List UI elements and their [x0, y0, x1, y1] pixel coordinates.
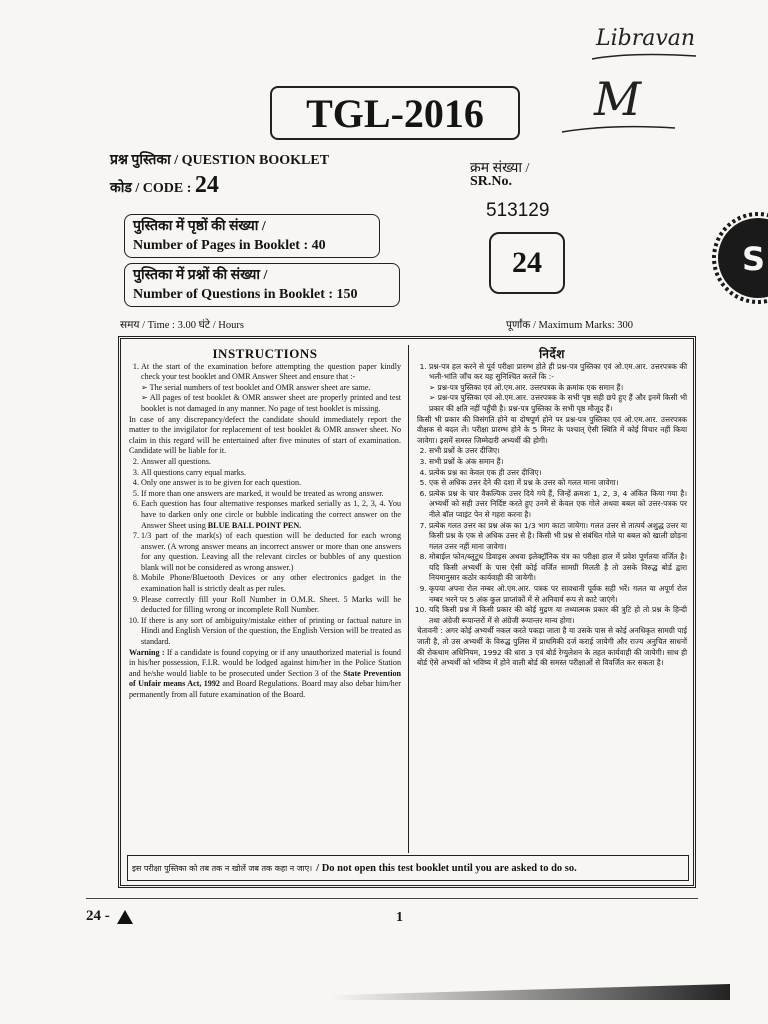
exam-title: TGL-2016 [270, 86, 520, 140]
code-label: कोड / CODE : [110, 181, 192, 196]
serial-number: 513129 [486, 200, 550, 221]
instruction-item: 7. प्रत्येक गलत उत्तर का प्रश्न अंक का 1/3 भाग काटा जायेगा। गलत उत्तर से तात्पर्य अशुद्ध उत्तर या किसी प्रश्न के एक से अधिक उत्तर से है। किसी भी प्रश्न से संबंधित गोले या बबल को खाली छोड़ना गलत उत्तर नहीं माना जावेगा। [429, 521, 687, 553]
instructions-title-hi: निर्देश [539, 347, 565, 361]
instruction-bullet: ➢ प्रश्न-पत्र पुस्तिका एवं ओ.एम.आर. उत्तरपत्रक के सभी पृष्ठ सही छपे हुए हैं और इनमें किसी भी प्रकार की क्षति नहीं पहुँची है। प्रश्न-पत्र पुस्तिका के सभी पृष्ठ मौजूद हैं। [429, 393, 687, 413]
warning-note: चेतावनी : अगर कोई अभ्यर्थी नकल करते पकड़ा जाता है या उसके पास से कोई अनधिकृत सामग्री पाई जाती है, तो उस अभ्यर्थी के विरुद्ध पुलिस में प्राथमिकी दर्ज कराई जायेगी और राज्य अनुचित साधनों की रोकथाम अधिनियम, 1992 की धारा 3 एवं बोर्ड रेग्युलेशन के तहत कार्यवाही की जायेगी। साथ ही बोर्ड ऐसे अभ्यर्थी को भविष्य में होने वाली बोर्ड की समस्त परीक्षाओं से विवर्जित कर सकता है। [417, 626, 687, 668]
instruction-bullet: ➢ The serial numbers of test booklet and OMR answer sheet are same. [141, 382, 371, 392]
instruction-item: 1. At the start of the examination before attempting the question paper kindly check your test booklet and OMR Answer Sheet and ensure that :- ➢ The serial numbers of test booklet and OMR answer sheet are same. ➢ All pages of test booklet & OMR answer sheet are properly printed and test booklet is not damaged in any manner. No page of test booklet is missing. [141, 362, 401, 415]
serial-label-hi: क्रम संख्या / [470, 161, 530, 176]
instruction-item: 10. यदि किसी प्रश्न में किसी प्रकार की कोई मुद्रण या तथ्यात्मक प्रकार की त्रुटि हो तो प्रश्न के हिन्दी तथा अंग्रेजी रूपान्तरों में से अंग्रेजी रूपान्तर मान्य होगा। [429, 605, 687, 626]
instructions-title: INSTRUCTIONS [212, 346, 318, 361]
instruction-item: 4. Only one answer is to be given for each question. [141, 478, 401, 489]
questions-box [124, 263, 400, 307]
seal-stamp [712, 212, 768, 304]
instructions-frame [118, 336, 696, 888]
instruction-item: 7. 1/3 part of the mark(s) of each question will be deducted for each wrong answer. (A wrong answer means an incorrect answer or more than one answers for any question. Leaving all the relevant circles or bubbles of any question blank will not be considered as wrong answer.) [141, 531, 401, 573]
time-label: समय / Time : 3.00 घंटे / Hours [120, 320, 244, 331]
code-box: 24 [489, 232, 565, 294]
max-marks-label: पूर्णांक / Maximum Marks: 300 [506, 320, 634, 331]
code-value: 24 [194, 172, 219, 198]
handwritten-letter: M [594, 72, 642, 126]
pages-label-hi: पुस्तिका में पृष्ठों की संख्या / [133, 219, 266, 234]
pages-label-en: Number of Pages in Booklet : 40 [133, 238, 326, 253]
questions-label-en: Number of Questions in Booklet : 150 [133, 287, 358, 302]
instruction-item: 2. सभी प्रश्नों के उत्तर दीजिए। [429, 446, 687, 457]
instruction-item: 10. If there is any sort of ambiguity/mistake either of printing or factual nature in Hindi and English Version of the question, the English Version will be treated as standard. [141, 616, 401, 648]
instructions-hindi [417, 349, 687, 669]
instruction-bullet: ➢ प्रश्न-पत्र पुस्तिका एवं ओ.एम.आर. उत्तरपत्रक के क्रमांक एक समान हैं। [429, 382, 624, 392]
serial-label-en: SR.No. [470, 174, 513, 189]
instruction-item: 3. सभी प्रश्नों के अंक समान हैं। [429, 457, 687, 468]
discrepancy-note: किसी भी प्रकार की विसंगति होने या दोषपूर्ण होने पर प्रश्न-पत्र पुस्तिका एवं ओ.एम.आर. उत्तरपत्रक वीक्षक से बदल लें। परीक्षा प्रारम्भ होने के 5 मिनट के पश्चात् ऐसी स्थिति में कोई विचार नहीं किया जावेगा। इसमें समस्त जिम्मेदारी अभ्यर्थी की होगी। [417, 414, 687, 445]
column-divider [408, 345, 409, 853]
instruction-item: 5. If more than one answers are marked, it would be treated as wrong answer. [141, 489, 401, 500]
footer-rule [86, 898, 698, 899]
instruction-item: 6. Each question has four alternative responses marked serially as 1, 2, 3, 4. You have to darken only one circle or bubble indicating the correct answer on the Answer Sheet using BLUE BALL POINT PEN. [141, 499, 401, 531]
pages-box [124, 214, 380, 258]
instruction-item: 8. Mobile Phone/Bluetooth Devices or any other electronics gadget in the examination hall is strictly dealt as per rules. [141, 573, 401, 594]
instruction-item: 4. प्रत्येक प्रश्न का केवल एक ही उत्तर दीजिए। [429, 468, 687, 479]
questions-label-hi: पुस्तिका में प्रश्नों की संख्या / [133, 268, 268, 283]
instruction-item: 5. एक से अधिक उत्तर देने की दशा में प्रश्न के उत्तर को गलत माना जावेगा। [429, 478, 687, 489]
instruction-item: 2. Answer all questions. [141, 457, 401, 468]
instruction-item: 8. मोबाईल फोन/ब्लूटूथ डिवाइस अथवा इलेक्ट्रॉनिक यंत्र का परीक्षा हाल में प्रवेश पूर्णतया वर्जित है। यदि किसी अभ्यर्थी के पास ऐसी कोई वर्जित सामग्री मिलती है तो उसके विरुद्ध बोर्ड द्वारा नियमानुसार कठोर कार्यवाही की जायेगी। [429, 552, 687, 584]
instruction-item: 1. प्रश्न-पत्र हल करने से पूर्व परीक्षा प्रारम्भ होते ही प्रश्न-पत्र पुस्तिका एवं ओ.एम.आर. उत्तरपत्रक की भली-भांति जाँच कर यह सुनिश्चित करलें कि :- ➢ प्रश्न-पत्र पुस्तिका एवं ओ.एम.आर. उत्तरपत्रक के क्रमांक एक समान हैं। ➢ प्रश्न-पत्र पुस्तिका एवं ओ.एम.आर. उत्तरपत्रक के सभी पृष्ठ सही छपे हुए हैं और इनमें किसी भी प्रकार की क्षति नहीं पहुँची है। प्रश्न-पत्र पुस्तिका के सभी पृष्ठ मौजूद हैं। [429, 362, 687, 415]
handwritten-underline [590, 50, 700, 62]
do-not-open-notice: इस परीक्षा पुस्तिका को तब तक न खोलें जब तक कहा न जाए। / Do not open this test booklet until you are asked to do so. [127, 855, 689, 881]
svg-text:S: S [742, 240, 766, 278]
instruction-item: 6. प्रत्येक प्रश्न के चार वैकल्पिक उत्तर दिये गये हैं, जिन्हें क्रमशः 1, 2, 3, 4 अंकित किया गया है। अभ्यर्थी को सही उत्तर निर्दिष्ट करते हुए उनमें से केवल एक गोले अथवा बबल को उत्तर-पत्रक पर नीले बॉल प्वाइंट पेन से गहरा करना है। [429, 489, 687, 521]
instruction-item: 9. कृपया अपना रोल नम्बर ओ.एम.आर. पत्रक पर सावधानी पूर्वक सही भरें। गलत या अपूर्ण रोल नम्बर भरने पर 5 अंक कुल प्राप्तांकों में से अनिवार्य रूप से काटे जाएंगे। [429, 584, 687, 605]
footer-code: 24 - [86, 908, 134, 925]
scan-artifact [330, 984, 730, 1000]
triangle-icon [116, 909, 134, 925]
instruction-bullet: ➢ All pages of test booklet & OMR answer sheet are properly printed and test booklet is not damaged in any manner. No page of test booklet is missing. [141, 393, 402, 413]
handwritten-note: Libravan [596, 26, 696, 51]
instruction-item: 9. Please correctly fill your Roll Number in O.M.R. Sheet. 5 Marks will be deducted for filling wrong or incomplete Roll Number. [141, 595, 401, 616]
code-line [110, 172, 219, 199]
instructions-english [129, 346, 402, 701]
booklet-label: प्रश्न पुस्तिका / QUESTION BOOKLET [110, 153, 330, 168]
handwritten-scribble [560, 118, 680, 138]
instruction-item: 3. All questions carry equal marks. [141, 468, 401, 479]
page-number: 1 [396, 910, 403, 925]
warning-note: Warning : If a candidate is found copying or if any unauthorized material is found in his/her possession, F.I.R. would be lodged against him/her in the Police Station and he/she would liable to be prosecuted under Section 3 of the State Prevention of Unfair means Act, 1992 and Board Regulations. Board may also debar him/her permanently from all future examination of the Board. [129, 647, 401, 699]
discrepancy-note: In case of any discrepancy/defect the candidate should immediately report the matter to the invigilator for replacement of test booklet & OMR answer sheet. No claim in this regard will be entertained after five minutes of start of examination. Candidate will be liable for it. [129, 414, 401, 456]
